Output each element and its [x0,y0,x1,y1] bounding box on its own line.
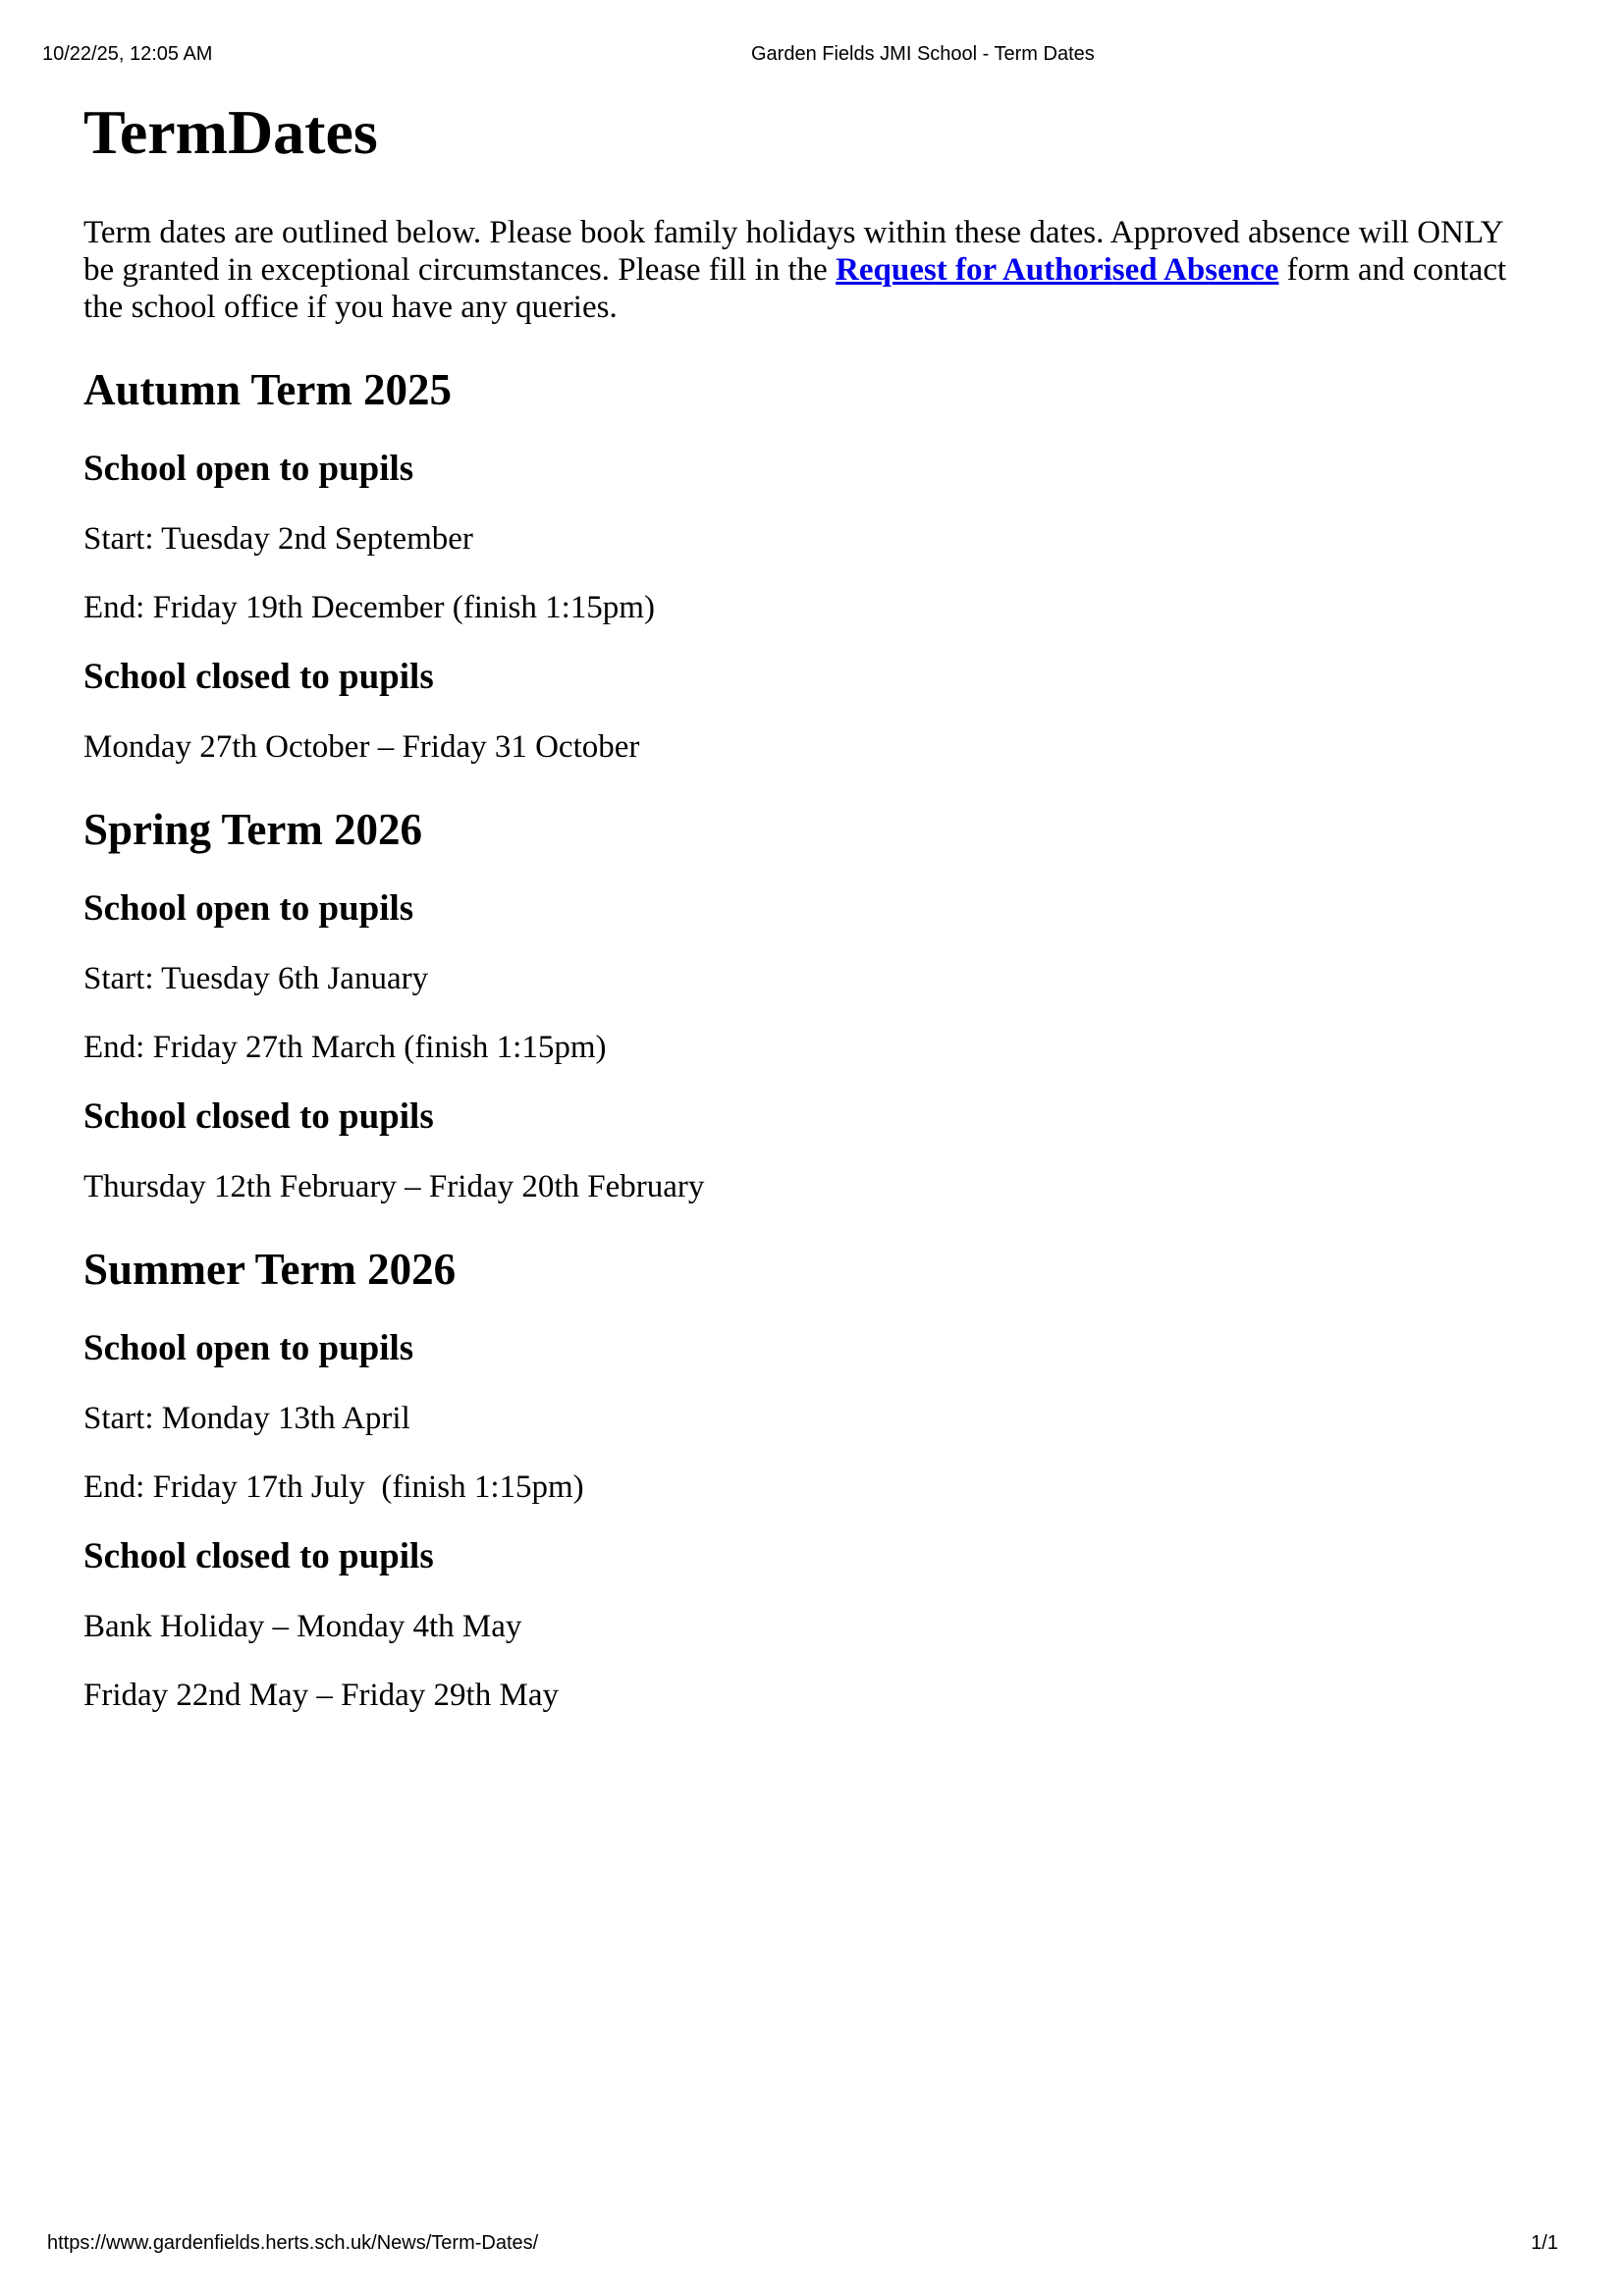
term-date-line: End: Friday 19th December (finish 1:15pm) [83,590,655,625]
term-date-line: Monday 27th October – Friday 31 October [83,729,640,765]
term-section-spring [83,805,1522,1205]
print-header-datetime: 10/22/25, 12:05 AM [42,43,213,65]
term-date-line: End: Friday 17th July (finish 1:15pm) [83,1469,584,1505]
term-date-line: Start: Tuesday 2nd September [83,521,473,557]
print-footer [0,2230,1623,2256]
print-header [0,41,1623,67]
closed-subheading: School closed to pupils [83,1536,434,1576]
open-subheading: School open to pupils [83,449,414,489]
page-content [83,96,1522,1745]
closed-subheading: School closed to pupils [83,657,434,697]
term-date-line: Bank Holiday – Monday 4th May [83,1609,522,1644]
term-heading: Spring Term 2026 [83,805,423,854]
term-heading: Autumn Term 2025 [83,365,453,414]
term-date-line: Start: Tuesday 6th January [83,961,429,996]
print-header-doc-title: Garden Fields JMI School - Term Dates [751,43,1095,65]
term-date-line: Start: Monday 13th April [83,1401,410,1436]
term-heading: Summer Term 2026 [83,1245,457,1294]
intro-text-after: form and contact the school office if you have any queries. [83,252,1507,325]
closed-subheading: School closed to pupils [83,1096,434,1137]
print-footer-page-number: 1/1 [1531,2232,1558,2254]
term-date-line: Friday 22nd May – Friday 29th May [83,1678,559,1713]
request-authorised-absence-link[interactable]: Request for Authorised Absence [836,252,1279,288]
term-date-line: Thursday 12th February – Friday 20th February [83,1169,705,1204]
open-subheading: School open to pupils [83,1328,414,1368]
open-subheading: School open to pupils [83,888,414,929]
term-section-autumn [83,365,1522,766]
page-title: TermDates [83,97,378,167]
term-date-line: End: Friday 27th March (finish 1:15pm) [83,1030,607,1065]
print-footer-url: https://www.gardenfields.herts.sch.uk/News/Term-Dates/ [47,2232,539,2254]
intro-text-before: Term dates are outlined below. Please book family holidays within these dates. Approved absence will ONLY be granted in exceptional circumstances. Please fill in the [83,215,1503,288]
intro-paragraph [83,214,1522,326]
term-section-summer [83,1245,1522,1714]
